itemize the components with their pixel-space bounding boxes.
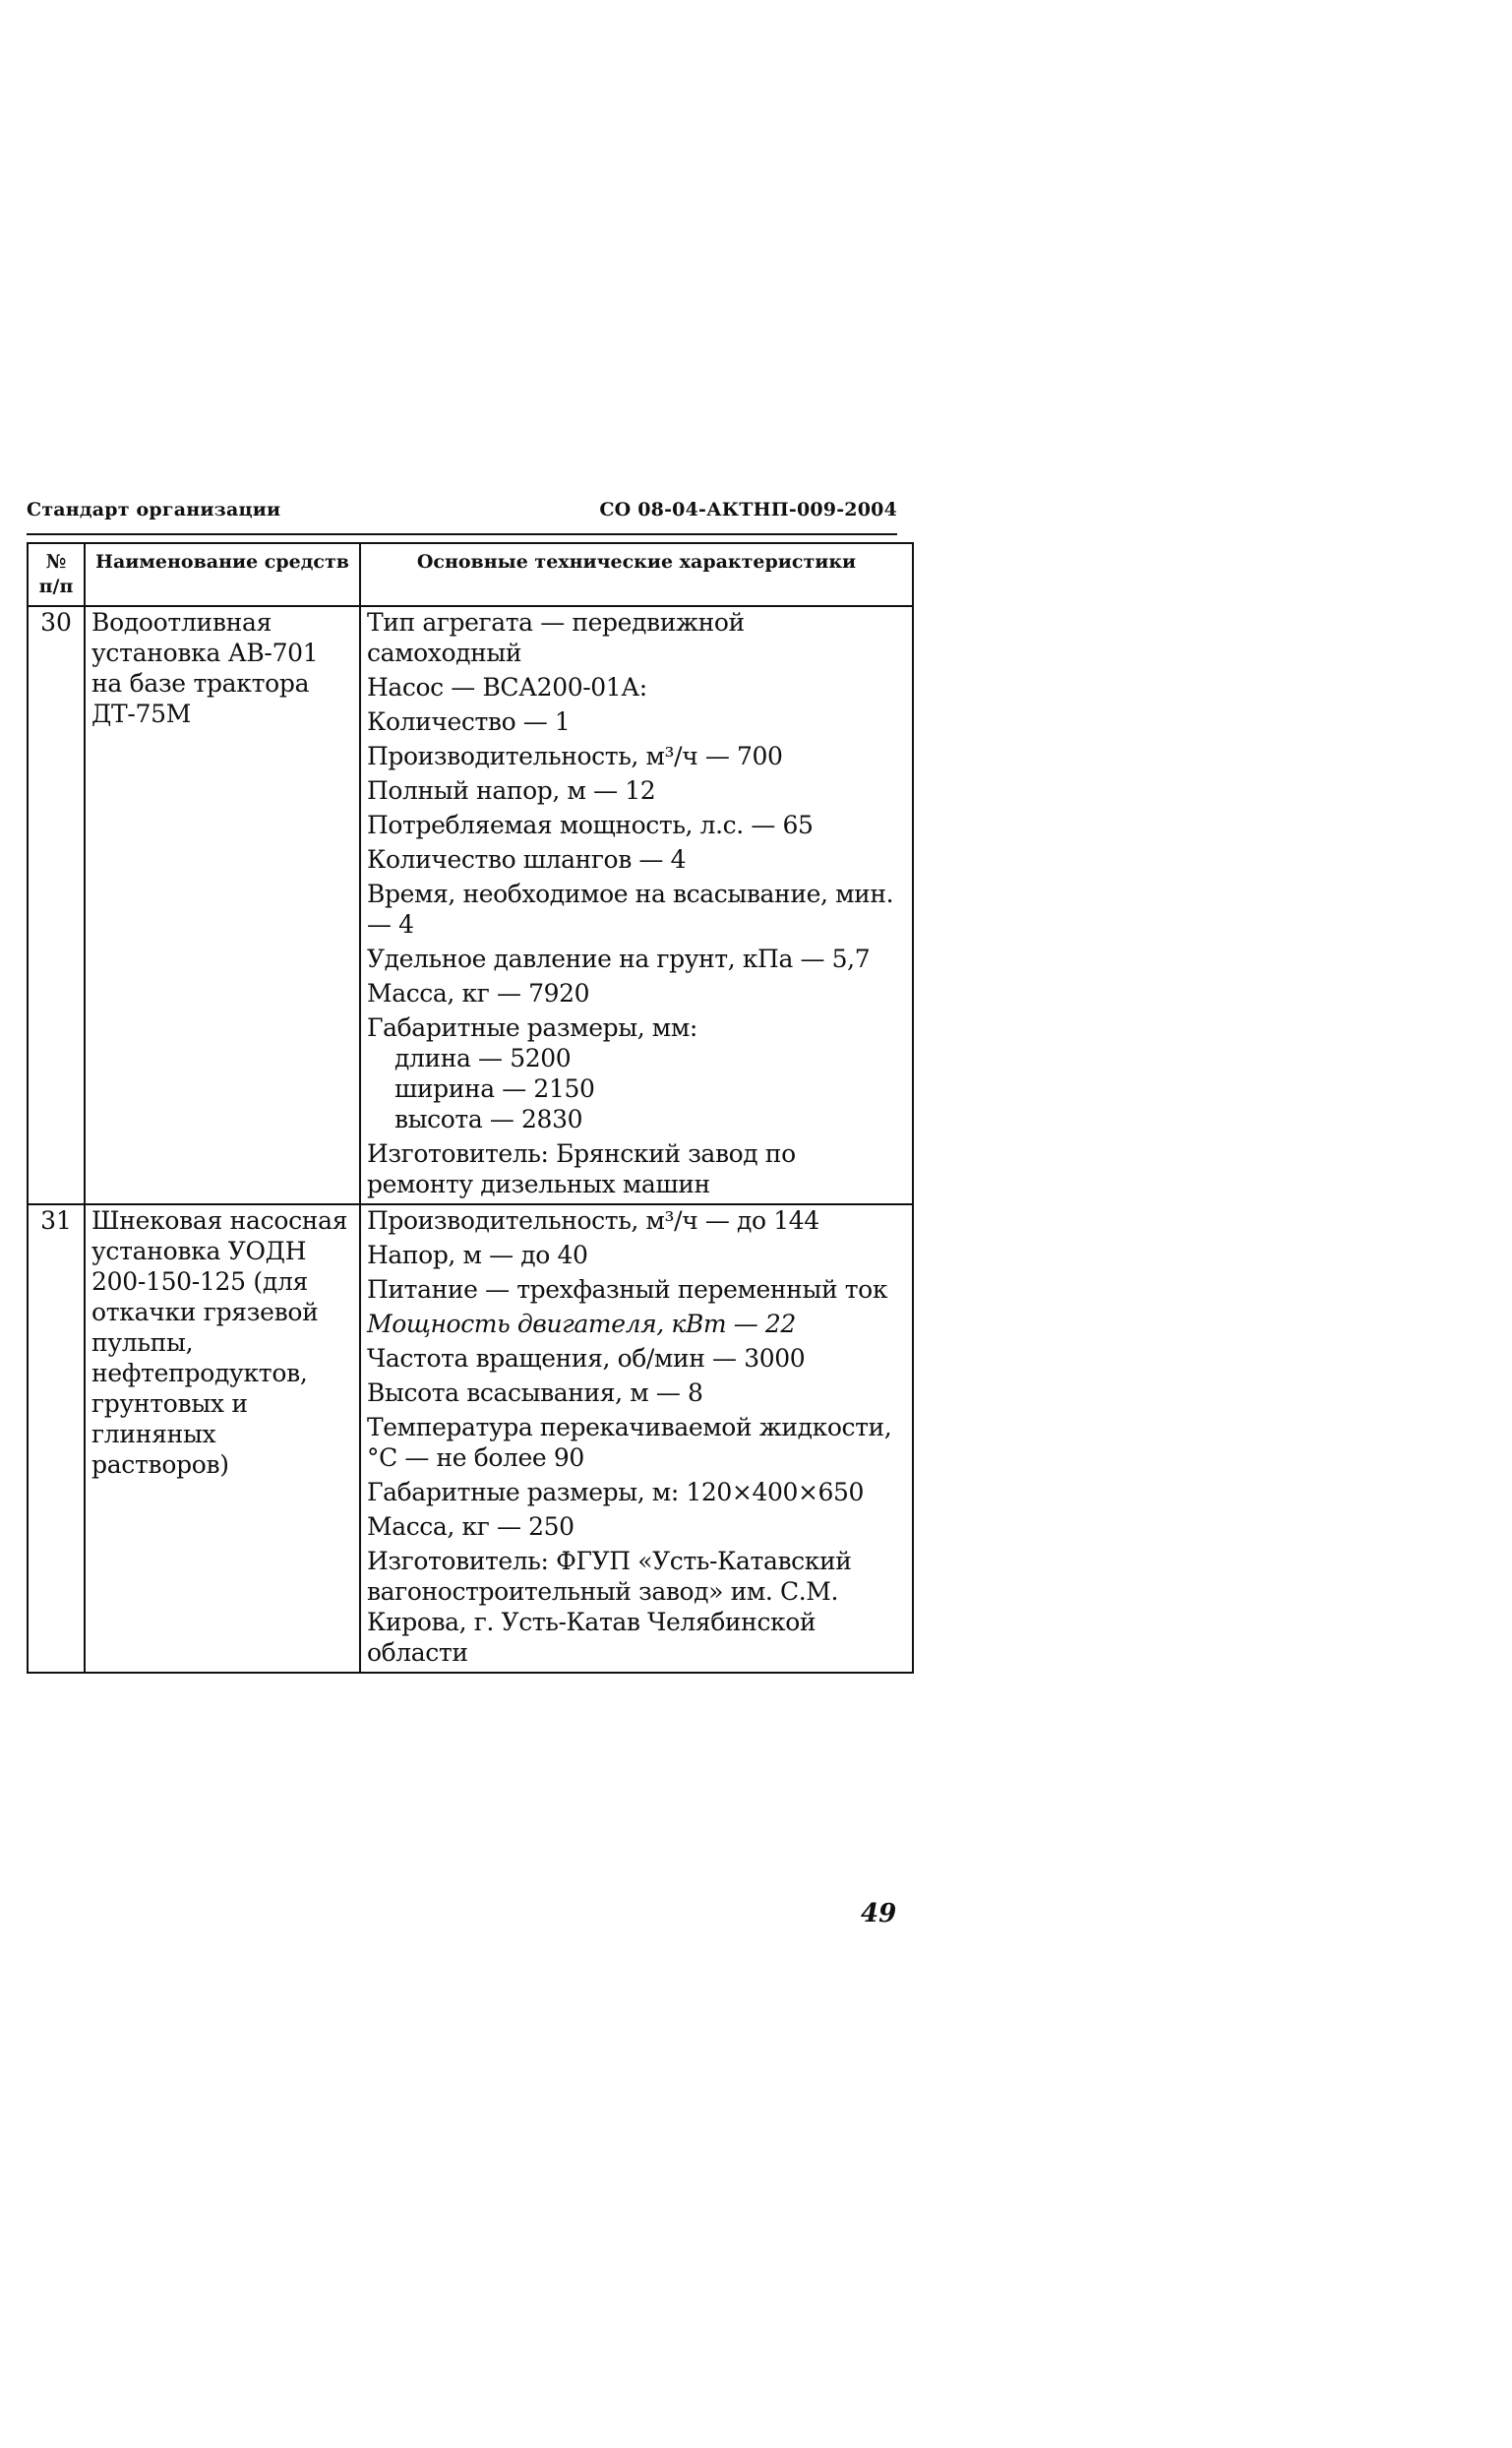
spec-line: Производительность, м³/ч — до 144	[367, 1206, 819, 1235]
spec-line: Количество — 1	[367, 707, 571, 736]
equipment-specs	[360, 606, 913, 1204]
header-divider	[27, 533, 897, 535]
row-number: 31	[28, 1204, 85, 1673]
equipment-name: Водоотливная установка АВ-701 на базе трактора ДТ-75М	[85, 606, 360, 1204]
spec-line: Габаритные размеры, м: 120×400×650	[367, 1478, 865, 1506]
table-row	[28, 606, 913, 1204]
spec-line: Масса, кг — 7920	[367, 979, 590, 1008]
dimension-line: длина — 5200	[394, 1044, 572, 1072]
spec-line: Высота всасывания, м — 8	[367, 1378, 703, 1407]
spec-line: Питание — трехфазный переменный ток	[367, 1275, 888, 1304]
spec-line: Мощность двигателя, кВт — 22	[367, 1310, 796, 1338]
equipment-specs	[360, 1204, 913, 1673]
spec-line: Количество шлангов — 4	[367, 845, 687, 874]
spec-line: Температура перекачиваемой жидкости, °С — не более 90	[367, 1413, 892, 1472]
spec-line: Потребляемая мощность, л.с. — 65	[367, 811, 814, 839]
spec-line: Габаритные размеры, мм:	[367, 1013, 697, 1042]
document-code: СО 08-04-АКТНП-009-2004	[599, 499, 897, 520]
table-row	[28, 1204, 913, 1673]
row-number: 30	[28, 606, 85, 1204]
spec-line: Время, необходимое на всасывание, мин. — 4	[367, 880, 894, 939]
manufacturer: Изготовитель: Брянский завод по ремонту дизельных машин	[367, 1139, 796, 1198]
column-header-specs: Основные технические характеристики	[360, 543, 913, 606]
dimension-line: высота — 2830	[394, 1105, 583, 1133]
spec-line: Насос — ВСА200-01А:	[367, 673, 647, 702]
dimension-line: ширина — 2150	[394, 1074, 595, 1103]
spec-line: Производительность, м³/ч — 700	[367, 742, 783, 770]
spec-line: Полный напор, м — 12	[367, 776, 656, 805]
column-header-number: № п/п	[28, 543, 85, 606]
spec-line: Удельное давление на грунт, кПа — 5,7	[367, 945, 871, 973]
table-header-row	[28, 543, 913, 606]
organization-standard-label: Стандарт организации	[27, 499, 281, 520]
manufacturer: Изготовитель: ФГУП «Усть-Катавский вагоностроительный завод» им. С.М. Кирова, г. Усть-Катав Челябинской области	[367, 1547, 852, 1667]
equipment-table	[27, 542, 914, 1674]
spec-line: Масса, кг — 250	[367, 1512, 575, 1541]
equipment-name: Шнековая насосная установка УОДН 200-150-125 (для откачки грязевой пульпы, нефтепродуктов, грунтовых и глиняных растворов)	[85, 1204, 360, 1673]
spec-line: Тип агрегата — передвижной самоходный	[367, 608, 745, 667]
spec-line: Частота вращения, об/мин — 3000	[367, 1344, 806, 1373]
page-header	[27, 499, 897, 528]
spec-line: Напор, м — до 40	[367, 1241, 588, 1269]
page-number: 49	[861, 1899, 897, 1928]
column-header-name: Наименование средств	[85, 543, 360, 606]
